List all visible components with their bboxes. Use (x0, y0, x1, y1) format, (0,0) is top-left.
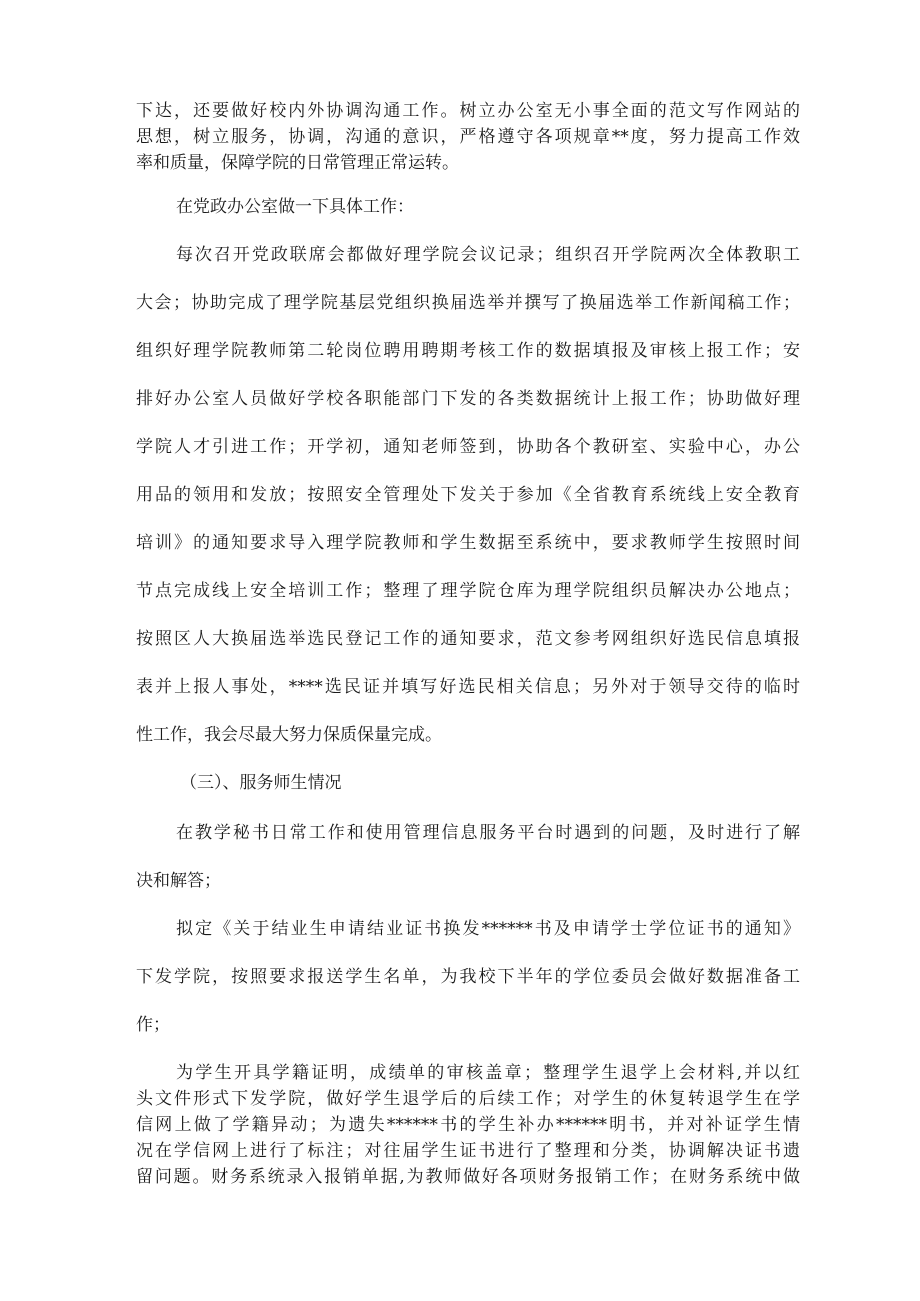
paragraph-4-line-1: 在教学秘书日常工作和使用管理信息服务平台时遇到的问题，及时进行了解 (176, 823, 800, 843)
paragraph-5-line-3: 作； (136, 1015, 170, 1035)
paragraph-3-line-1: 每次召开党政联席会都做好理学院会议记录；组织召开学院两次全体教职工 (176, 245, 800, 265)
paragraph-3-line-4: 排好办公室人员做好学校各职能部门下发的各类数据统计上报工作；协助做好理 (136, 389, 800, 409)
section-heading-3: （三）、服务师生情况 (180, 773, 342, 793)
paragraph-1-line-3: 率和质量，保障学院的日常管理正常运转。 (136, 153, 459, 173)
paragraph-3-line-11: 性工作，我会尽最大努力保质保量完成。 (136, 725, 442, 745)
paragraph-6-line-3: 信网上做了学籍异动；为遗失******书的学生补办******明书，并对补证学生情 (136, 1115, 800, 1135)
paragraph-3-line-8: 节点完成线上安全培训工作；整理了理学院仓库为理学院组织员解决办公地点； (136, 581, 800, 601)
paragraph-6-line-5: 留问题。财务系统录入报销单据,为教师做好各项财务报销工作；在财务系统中做 (136, 1167, 800, 1187)
paragraph-3-line-7: 培训》的通知要求导入理学院教师和学生数据至系统中，要求教师学生按照时间 (136, 533, 800, 553)
paragraph-3-line-10: 表并上报人事处，****选民证并填写好选民相关信息；另外对于领导交待的临时 (136, 677, 800, 697)
paragraph-1-line-1: 下达，还要做好校内外协调沟通工作。树立办公室无小事全面的范文写作网站的 (136, 101, 800, 121)
paragraph-2: 在党政办公室做一下具体工作： (176, 197, 414, 217)
paragraph-1-line-2: 思想，树立服务，协调，沟通的意识，严格遵守各项规章**度，努力提高工作效 (136, 127, 800, 147)
paragraph-3-line-9: 按照区人大换届选举选民登记工作的通知要求，范文参考网组织好选民信息填报 (136, 629, 800, 649)
paragraph-4-line-2: 决和解答； (136, 871, 221, 891)
paragraph-6-line-1: 为学生开具学籍证明，成绩单的审核盖章；整理学生退学上会材料,并以红 (176, 1063, 800, 1083)
paragraph-6-line-2: 头文件形式下发学院，做好学生退学后的后续工作；对学生的休复转退学生在学 (136, 1089, 800, 1109)
paragraph-3-line-6: 用品的领用和发放；按照安全管理处下发关于参加《全省教育系统线上安全教育 (136, 485, 800, 505)
paragraph-3-line-2: 大会；协助完成了理学院基层党组织换届选举并撰写了换届选举工作新闻稿工作； (136, 293, 800, 313)
paragraph-6-line-4: 况在学信网上进行了标注；对往届学生证书进行了整理和分类，协调解决证书遗 (136, 1141, 800, 1161)
paragraph-5-line-1: 拟定《关于结业生申请结业证书换发******书及申请学士学位证书的通知》 (176, 919, 800, 939)
paragraph-3-line-5: 学院人才引进工作；开学初，通知老师签到，协助各个教研室、实验中心，办公 (136, 437, 800, 457)
paragraph-5-line-2: 下发学院，按照要求报送学生名单，为我校下半年的学位委员会做好数据准备工 (136, 967, 800, 987)
paragraph-3-line-3: 组织好理学院教师第二轮岗位聘用聘期考核工作的数据填报及审核上报工作；安 (136, 341, 800, 361)
